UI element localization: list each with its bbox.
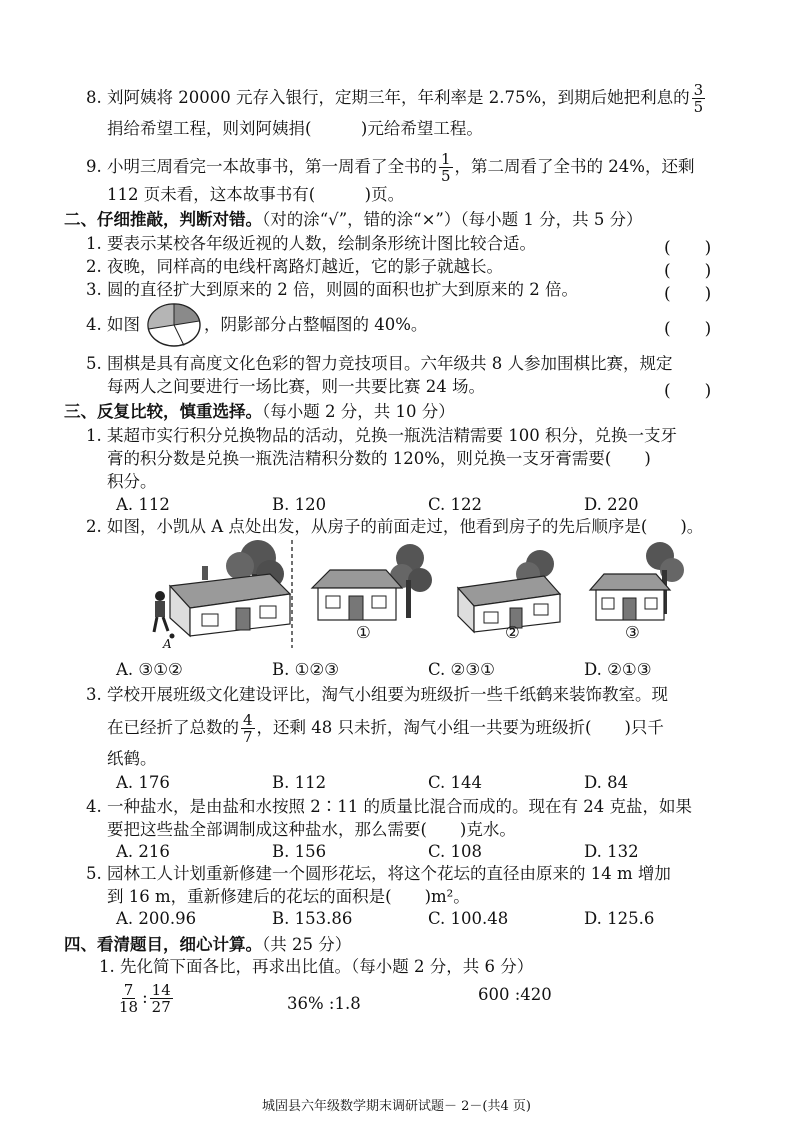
figure-label-2: ② xyxy=(505,623,520,642)
choice-q3-line3: 纸鹤。 xyxy=(107,749,157,768)
q2-option-a[interactable]: A. ③①② xyxy=(116,660,183,679)
point-a-label: A xyxy=(163,637,172,651)
choice-q3-line1: 3. 学校开展班级文化建设评比，淘气小组要为班级折一些千纸鹤来装饰教室。现 xyxy=(86,685,668,704)
q5-option-a[interactable]: A. 200.96 xyxy=(116,909,197,928)
q4-option-a[interactable]: A. 216 xyxy=(116,842,170,861)
judge-answer-3[interactable]: ( ) xyxy=(664,284,712,304)
judge-answer-5[interactable]: ( ) xyxy=(664,381,712,401)
q3-option-d[interactable]: D. 84 xyxy=(584,773,629,792)
calc-q1-instruction: 1. 先化简下面各比，再求出比值。（每小题 2 分，共 6 分） xyxy=(99,957,534,976)
q3-option-b[interactable]: B. 112 xyxy=(272,773,327,792)
q1-option-d[interactable]: D. 220 xyxy=(584,495,639,514)
q3-fraction: $\frac{4}{7}$ xyxy=(243,711,253,746)
choice-q5-line2: 到 16 m，重新修建后的花坛的面积是( )m²。 xyxy=(107,887,470,906)
q8-line1 xyxy=(86,82,707,115)
q9-line2: 112 页未看，这本故事书有( )页。 xyxy=(107,185,405,204)
house-view-1 xyxy=(312,544,432,620)
choice-q2-stem: 2. 如图，小凯从 A 点处出发，从房子的前面走过，他看到房子的先后顺序是( )。 xyxy=(86,517,704,536)
q4-option-d[interactable]: D. 132 xyxy=(584,842,639,861)
choice-q4-line2: 要把这些盐全部调制成这种盐水，那么需要( )克水。 xyxy=(107,820,516,839)
q2-option-b[interactable]: B. ①②③ xyxy=(272,660,339,679)
judge-item-2: 2. 夜晚，同样高的电线杆离路灯越近，它的影子就越长。 xyxy=(86,257,503,276)
q9-line1: 9. 小明三周看完一本故事书，第一周看了全书的 $\frac{1}{5}$ ，第二周看了全书的 24%，还剩 xyxy=(86,150,695,185)
q8-text: 8. 刘阿姨将 20000 元存入银行，定期三年，年利率是 2.75%，到期后她把利息的 xyxy=(86,88,690,107)
q2-option-c[interactable]: C. ②③① xyxy=(428,660,495,679)
choice-q4-line1: 4. 一种盐水，是由盐和水按照 2∶11 的质量比混合而成的。现在有 24 克盐，如果 xyxy=(86,797,692,816)
figure-label-3: ③ xyxy=(625,623,640,642)
choice-q3-line2: 在已经折了总数的 $\frac{4}{7}$ ，还剩 48 只未折，淘气小组一共要为班级折( )只千 xyxy=(107,711,664,746)
judge-item-4a: 4. 如图 xyxy=(86,315,140,334)
judge-item-1: 1. 要表示某校各年级近视的人数，绘制条形统计图比较合适。 xyxy=(86,234,536,253)
judge-item-5-line1: 5. 围棋是具有高度文化色彩的智力竞技项目。六年级共 8 人参加围棋比赛，规定 xyxy=(86,354,673,373)
choice-q1-line1: 1. 某超市实行积分兑换物品的活动，兑换一瓶洗洁精需要 100 积分，兑换一支牙 xyxy=(86,426,677,445)
q4-option-c[interactable]: C. 108 xyxy=(428,842,483,861)
q1-option-a[interactable]: A. 112 xyxy=(116,495,170,514)
q5-option-b[interactable]: B. 153.86 xyxy=(272,909,353,928)
pie-figure xyxy=(146,302,202,348)
judge-answer-1[interactable]: ( ) xyxy=(664,238,712,258)
section4-heading: 四、看清题目，细心计算。（共 25 分） xyxy=(64,935,352,954)
q3-option-c[interactable]: C. 144 xyxy=(428,773,483,792)
q9-fraction: $\frac{1}{5}$ xyxy=(441,150,451,185)
section3-heading: 三、反复比较，慎重选择。（每小题 2 分，共 10 分） xyxy=(64,402,455,421)
ratio-3: 600 :420 xyxy=(478,985,552,1004)
q2-option-d[interactable]: D. ②①③ xyxy=(584,660,652,679)
choice-q5-line1: 5. 园林工人计划重新修建一个圆形花坛，将这个花坛的直径由原来的 14 m 增加 xyxy=(86,864,671,883)
q3-option-a[interactable]: A. 176 xyxy=(116,773,170,792)
q8-fraction: $\frac{3}{5}$ xyxy=(693,81,704,116)
q1-option-c[interactable]: C. 122 xyxy=(428,495,483,514)
q5-option-c[interactable]: C. 100.48 xyxy=(428,909,509,928)
q4-option-b[interactable]: B. 156 xyxy=(272,842,327,861)
choice-q1-line3: 积分。 xyxy=(107,472,157,491)
choice-q1-line2: 膏的积分数是兑换一瓶洗洁精积分数的 120%，则兑换一支牙膏需要( ) xyxy=(107,449,651,468)
section2-heading: 二、仔细推敲，判断对错。（对的涂“√”，错的涂“×”）（每小题 1 分，共 5 分） xyxy=(64,210,643,229)
q8-line2: 捐给希望工程，则刘阿姨捐( )元给希望工程。 xyxy=(107,119,483,138)
houses-figure xyxy=(140,536,700,652)
page-footer: 城固县六年级数学期末调研试题－ 2－(共4 页) xyxy=(262,1099,531,1114)
judge-answer-2[interactable]: ( ) xyxy=(664,261,712,281)
ratio-1: $\frac{7}{18}$ : $\frac{14}{27}$ xyxy=(119,981,171,1016)
judge-answer-4[interactable]: ( ) xyxy=(664,319,712,339)
figure-label-1: ① xyxy=(356,623,371,642)
judge-item-5-line2: 每两人之间要进行一场比赛，则一共要比赛 24 场。 xyxy=(107,377,485,396)
q1-option-b[interactable]: B. 120 xyxy=(272,495,327,514)
main-house-drawing xyxy=(170,540,290,636)
judge-item-4b: ，阴影部分占整幅图的 40%。 xyxy=(204,315,428,334)
ratio-2: 36% :1.8 xyxy=(287,994,361,1013)
q5-option-d[interactable]: D. 125.6 xyxy=(584,909,655,928)
house-view-3 xyxy=(590,542,684,620)
house-view-2 xyxy=(458,550,560,632)
judge-item-3: 3. 圆的直径扩大到原来的 2 倍，则圆的面积也扩大到原来的 2 倍。 xyxy=(86,280,578,299)
